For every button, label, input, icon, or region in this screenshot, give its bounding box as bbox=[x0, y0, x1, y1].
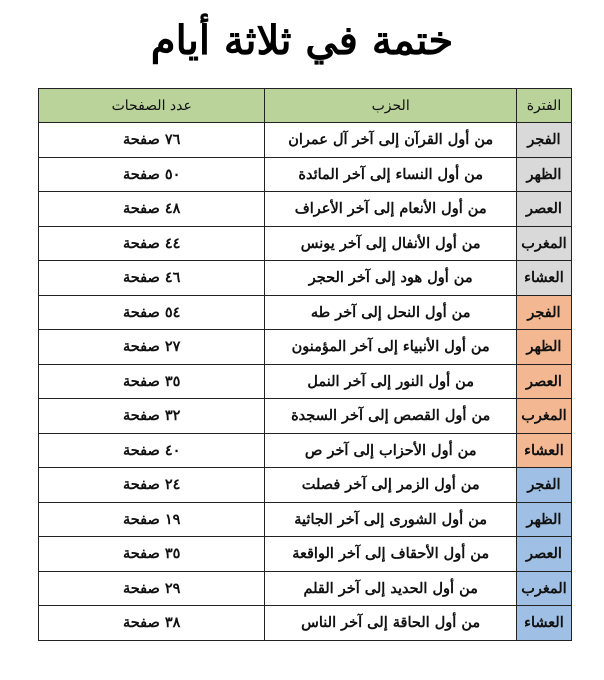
hizb-cell: من أول الأحزاب إلى آخر ص bbox=[265, 433, 516, 468]
hizb-cell: من أول النور إلى آخر النمل bbox=[265, 364, 516, 399]
header-period: الفترة bbox=[516, 89, 571, 123]
pages-cell: ٥٤ صفحة bbox=[39, 295, 265, 330]
table-row bbox=[39, 295, 572, 330]
period-cell: العصر bbox=[516, 364, 571, 399]
table-row bbox=[39, 468, 572, 503]
period-cell: العصر bbox=[516, 537, 571, 572]
table-row bbox=[39, 330, 572, 365]
pages-cell: ٢٩ صفحة bbox=[39, 571, 265, 606]
header-hizb: الحزب bbox=[265, 89, 516, 123]
table-row bbox=[39, 123, 572, 158]
pages-cell: ٤٠ صفحة bbox=[39, 433, 265, 468]
pages-cell: ٥٠ صفحة bbox=[39, 157, 265, 192]
table-row bbox=[39, 226, 572, 261]
hizb-cell: من أول الحديد إلى آخر القلم bbox=[265, 571, 516, 606]
pages-cell: ٢٤ صفحة bbox=[39, 468, 265, 503]
table-row bbox=[39, 571, 572, 606]
pages-cell: ١٩ صفحة bbox=[39, 502, 265, 537]
pages-cell: ٤٨ صفحة bbox=[39, 192, 265, 227]
page-title: ختمة في ثلاثة أيام bbox=[150, 17, 454, 64]
pages-cell: ٣٨ صفحة bbox=[39, 606, 265, 641]
table-row bbox=[39, 261, 572, 296]
period-cell: العشاء bbox=[516, 433, 571, 468]
hizb-cell: من أول الأنفال إلى آخر يونس bbox=[265, 226, 516, 261]
pages-cell: ٤٦ صفحة bbox=[39, 261, 265, 296]
header-pages: عدد الصفحات bbox=[39, 89, 265, 123]
period-cell: العشاء bbox=[516, 261, 571, 296]
hizb-cell: من أول النساء إلى آخر المائدة bbox=[265, 157, 516, 192]
pages-cell: ٣٥ صفحة bbox=[39, 364, 265, 399]
table-row bbox=[39, 537, 572, 572]
period-cell: الفجر bbox=[516, 123, 571, 158]
hizb-cell: من أول هود إلى آخر الحجر bbox=[265, 261, 516, 296]
pages-cell: ٤٤ صفحة bbox=[39, 226, 265, 261]
table-row bbox=[39, 364, 572, 399]
table-row bbox=[39, 399, 572, 434]
period-cell: الفجر bbox=[516, 295, 571, 330]
hizb-cell: من أول النحل إلى آخر طه bbox=[265, 295, 516, 330]
khatma-schedule-table bbox=[38, 88, 572, 641]
pages-cell: ٣٥ صفحة bbox=[39, 537, 265, 572]
hizb-cell: من أول الشورى إلى آخر الجاثية bbox=[265, 502, 516, 537]
hizb-cell: من أول الأنعام إلى آخر الأعراف bbox=[265, 192, 516, 227]
hizb-cell: من أول الأنبياء إلى آخر المؤمنون bbox=[265, 330, 516, 365]
hizb-cell: من أول القصص إلى آخر السجدة bbox=[265, 399, 516, 434]
period-cell: العشاء bbox=[516, 606, 571, 641]
period-cell: الفجر bbox=[516, 468, 571, 503]
period-cell: المغرب bbox=[516, 399, 571, 434]
pages-cell: ٢٧ صفحة bbox=[39, 330, 265, 365]
hizb-cell: من أول القرآن إلى آخر آل عمران bbox=[265, 123, 516, 158]
table-row bbox=[39, 606, 572, 641]
period-cell: الظهر bbox=[516, 157, 571, 192]
table-row bbox=[39, 192, 572, 227]
pages-cell: ٧٦ صفحة bbox=[39, 123, 265, 158]
table-row bbox=[39, 433, 572, 468]
pages-cell: ٣٢ صفحة bbox=[39, 399, 265, 434]
hizb-cell: من أول الأحقاف إلى آخر الواقعة bbox=[265, 537, 516, 572]
period-cell: العصر bbox=[516, 192, 571, 227]
hizb-cell: من أول الزمر إلى آخر فصلت bbox=[265, 468, 516, 503]
table-header-row bbox=[39, 89, 572, 123]
period-cell: الظهر bbox=[516, 502, 571, 537]
hizb-cell: من أول الحاقة إلى آخر الناس bbox=[265, 606, 516, 641]
period-cell: الظهر bbox=[516, 330, 571, 365]
table-row bbox=[39, 502, 572, 537]
period-cell: المغرب bbox=[516, 226, 571, 261]
table-row bbox=[39, 157, 572, 192]
period-cell: المغرب bbox=[516, 571, 571, 606]
